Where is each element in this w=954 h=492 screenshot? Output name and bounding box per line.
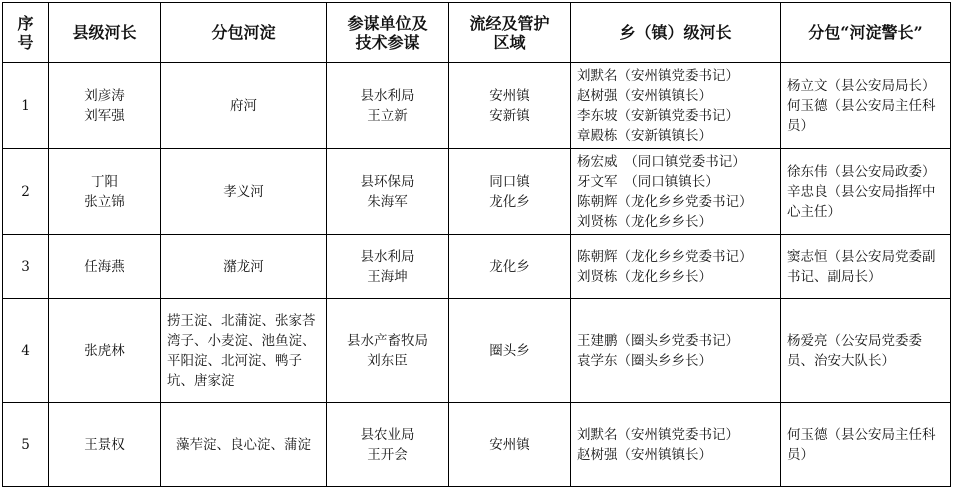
- unit-cell: 县水产畜牧局 刘东臣: [327, 299, 449, 403]
- town-chief-cell: 杨宏威 （同口镇党委书记） 牙文军 （同口镇镇长） 陈朝辉（龙化乡乡党委书记） 刘贤栋（龙化乡乡长）: [571, 149, 781, 235]
- unit-cell: 县水利局 王立新: [327, 63, 449, 149]
- river-cell: 藻苲淀、良心淀、蒲淀: [161, 403, 327, 487]
- header-unit: 参谋单位及 技术参谋: [327, 3, 449, 63]
- area-cell: 龙化乡: [449, 235, 571, 299]
- police-cell: 徐东伟（县公安局政委） 辛忠良（县公安局指挥中心主任）: [781, 149, 951, 235]
- table-row: [3, 149, 951, 235]
- county-chief-cell: 丁阳 张立锦: [49, 149, 161, 235]
- town-chief-cell: 王建鹏（圈头乡党委书记） 袁学东（圈头乡乡长）: [571, 299, 781, 403]
- unit-cell: 县环保局 朱海军: [327, 149, 449, 235]
- header-river: 分包河淀: [161, 3, 327, 63]
- river-cell: 捞王淀、北蒲淀、张家荅湾子、小麦淀、池鱼淀、平阳淀、北河淀、鸭子坑、唐家淀: [161, 299, 327, 403]
- area-cell: 同口镇 龙化乡: [449, 149, 571, 235]
- header-police: 分包“河淀警长”: [781, 3, 951, 63]
- county-chief-cell: 王景权: [49, 403, 161, 487]
- header-area: 流经及管护 区域: [449, 3, 571, 63]
- town-chief-cell: 陈朝辉（龙化乡乡党委书记） 刘贤栋（龙化乡乡长）: [571, 235, 781, 299]
- table-row: [3, 235, 951, 299]
- header-county-chief: 县级河长: [49, 3, 161, 63]
- row-number: 4: [3, 299, 49, 403]
- area-cell: 安州镇: [449, 403, 571, 487]
- police-cell: 窦志恒（县公安局党委副书记、副局长）: [781, 235, 951, 299]
- police-cell: 杨爱亮（公安局党委委员、治安大队长）: [781, 299, 951, 403]
- table-row: [3, 403, 951, 487]
- river-cell: 潴龙河: [161, 235, 327, 299]
- table-row: [3, 299, 951, 403]
- header-seq: 序 号: [3, 3, 49, 63]
- river-cell: 府河: [161, 63, 327, 149]
- river-cell: 孝义河: [161, 149, 327, 235]
- town-chief-cell: 刘默名（安州镇党委书记） 赵树强（安州镇镇长）: [571, 403, 781, 487]
- county-chief-cell: 张虎林: [49, 299, 161, 403]
- unit-cell: 县农业局 王开会: [327, 403, 449, 487]
- header-row: [3, 3, 951, 63]
- row-number: 1: [3, 63, 49, 149]
- police-cell: 何玉德（县公安局主任科员）: [781, 403, 951, 487]
- row-number: 3: [3, 235, 49, 299]
- police-cell: 杨立文（县公安局局长） 何玉德（县公安局主任科员）: [781, 63, 951, 149]
- town-chief-cell: 刘默名（安州镇党委书记） 赵树强（安州镇镇长） 李东坡（安新镇党委书记） 章殿栋（安新镇镇长）: [571, 63, 781, 149]
- county-chief-cell: 刘彦涛 刘军强: [49, 63, 161, 149]
- river-chief-table: [2, 2, 951, 487]
- area-cell: 安州镇 安新镇: [449, 63, 571, 149]
- county-chief-cell: 任海燕: [49, 235, 161, 299]
- row-number: 5: [3, 403, 49, 487]
- header-town-chief: 乡（镇）级河长: [571, 3, 781, 63]
- area-cell: 圈头乡: [449, 299, 571, 403]
- row-number: 2: [3, 149, 49, 235]
- unit-cell: 县水利局 王海坤: [327, 235, 449, 299]
- table-row: [3, 63, 951, 149]
